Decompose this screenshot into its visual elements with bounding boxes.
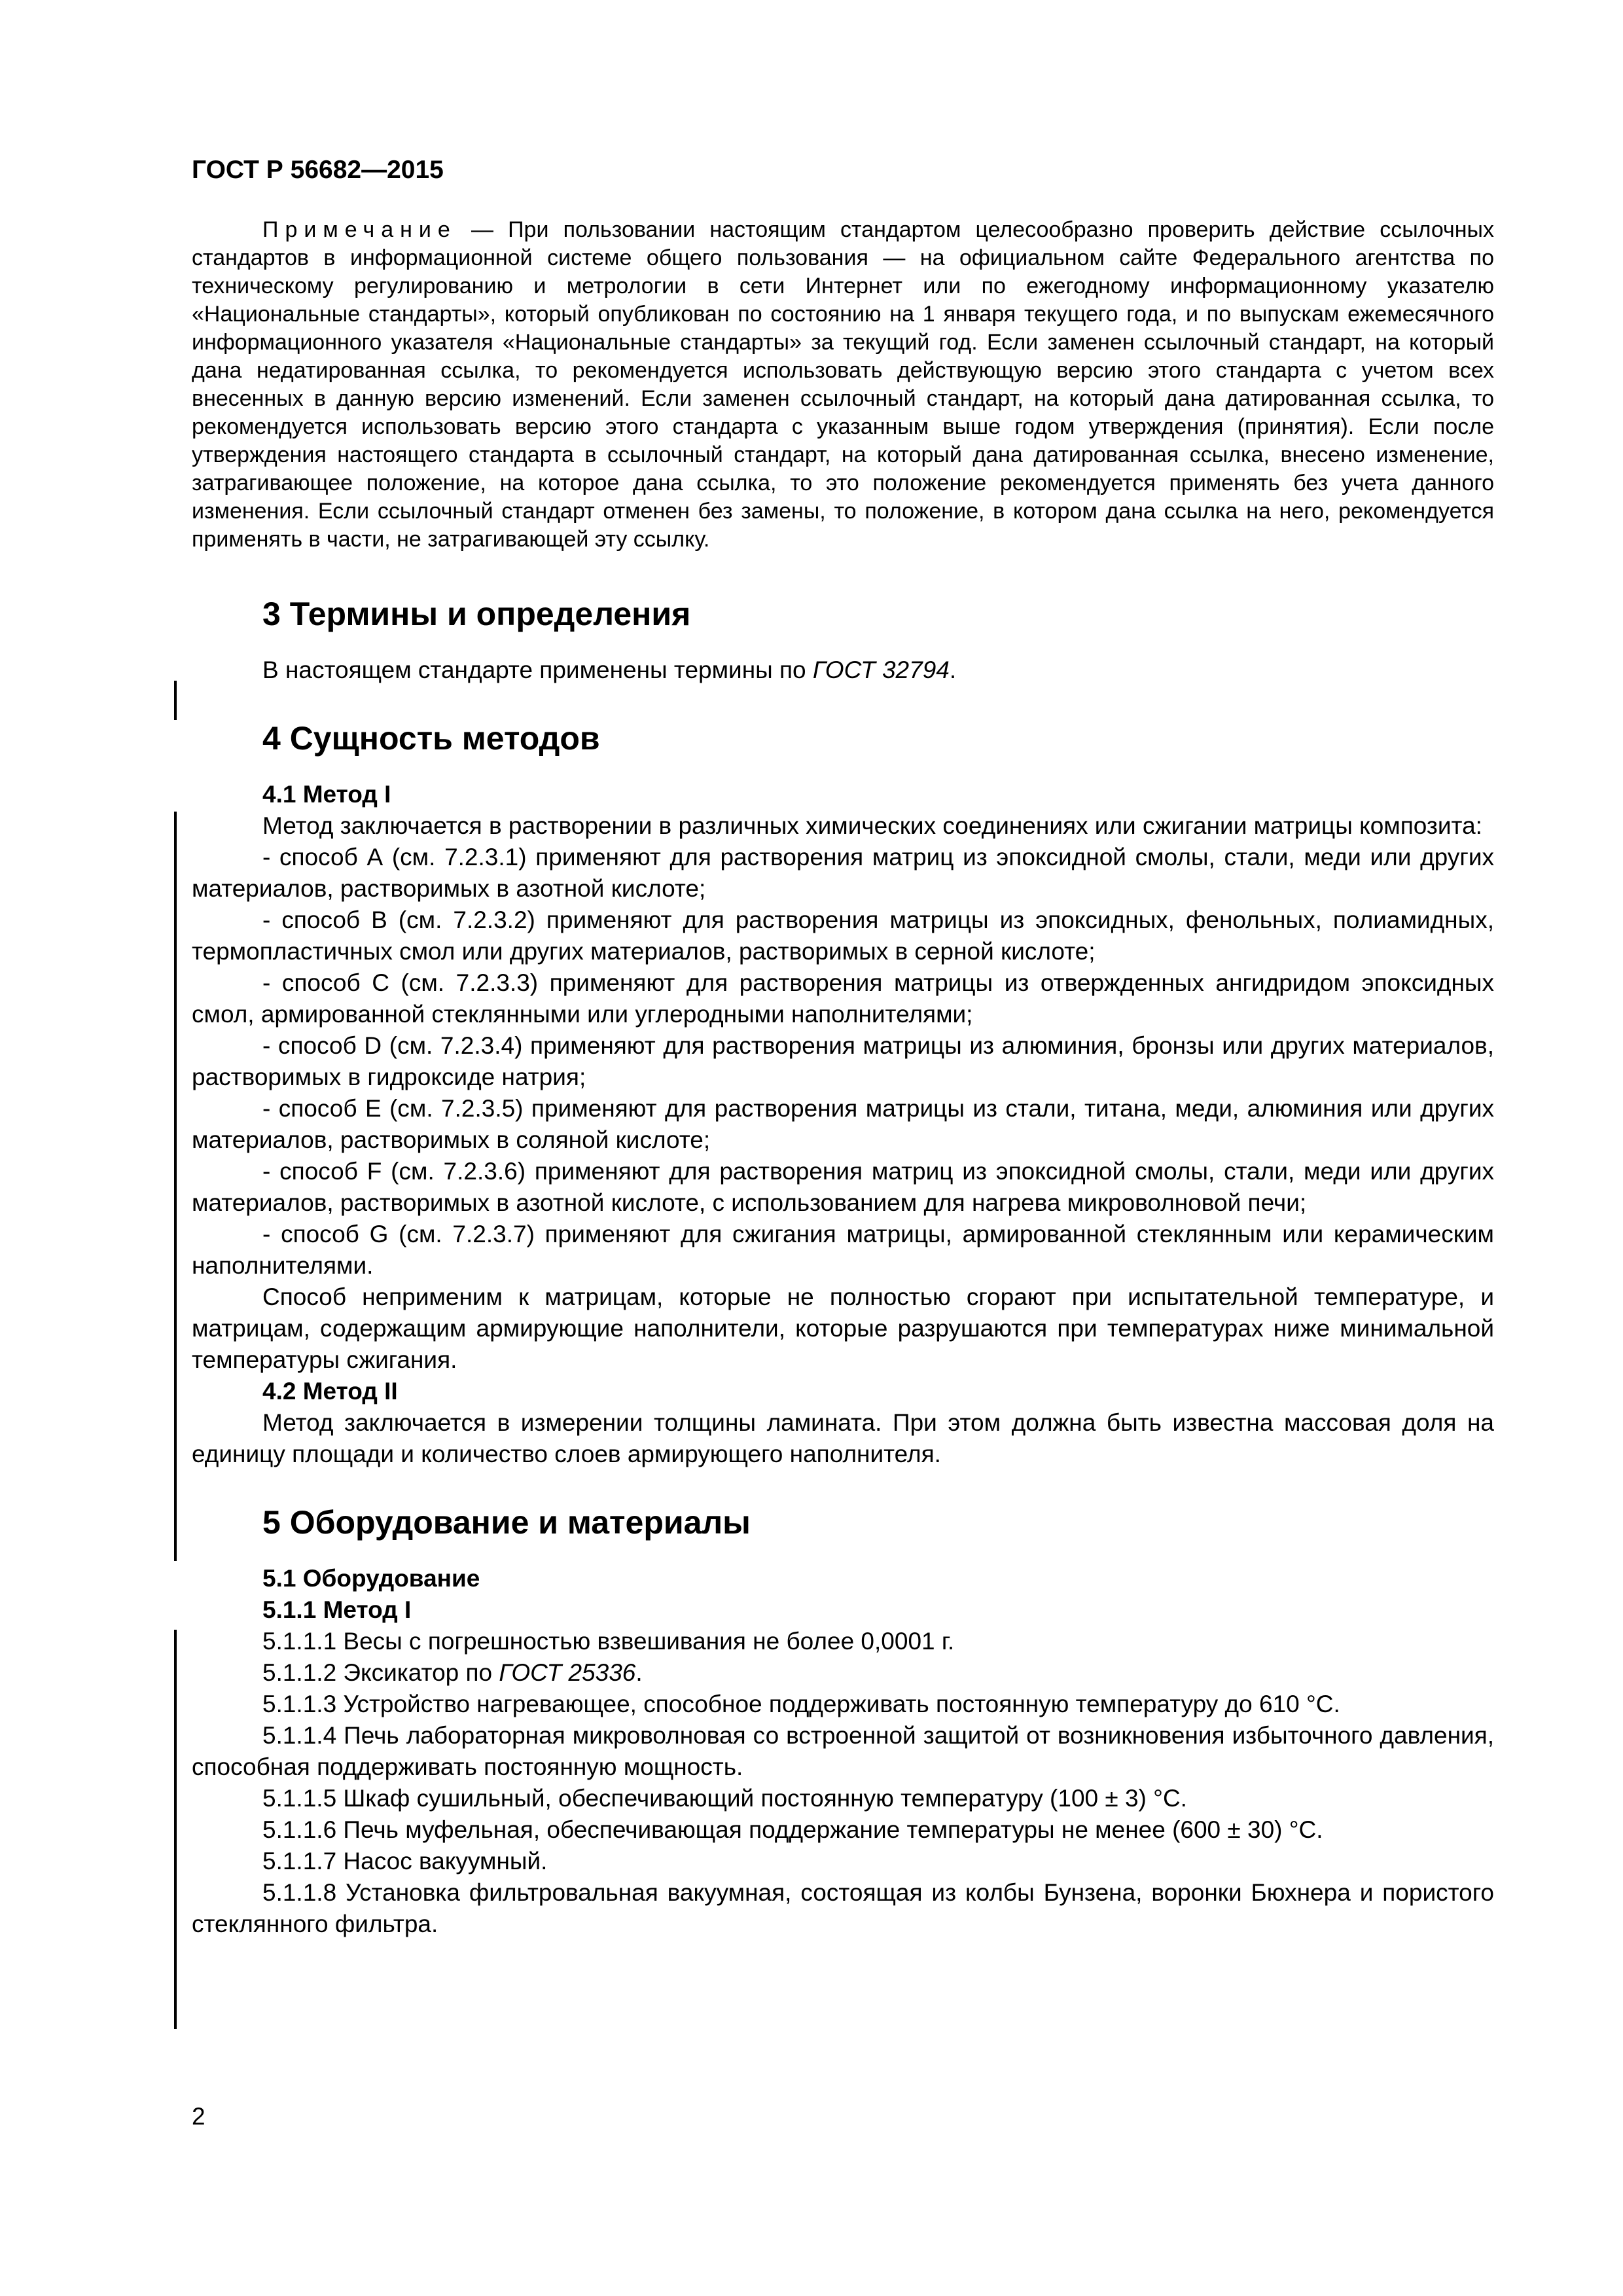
- change-bar: [174, 812, 177, 1561]
- method-1-intro: Метод заключается в растворении в различных химических соединениях или сжигании матрицы композита:: [262, 812, 1482, 839]
- change-bar: [174, 1630, 177, 2029]
- equipment-item: 5.1.1.5 Шкаф сушильный, обеспечивающий постоянную температуру (100 ± 3) °С.: [262, 1785, 1187, 1812]
- method-item: - способ D (см. 7.2.3.4) применяют для растворения матрицы из алюминия, бронзы или других материалов, растворимых в гидроксиде натрия;: [192, 1032, 1494, 1090]
- method-2-text: Метод заключается в измерении толщины ламината. При этом должна быть известна массовая доля на единицу площади и количество слоев армирующего наполнителя.: [192, 1409, 1494, 1467]
- document-number-header: ГОСТ Р 56682—2015: [192, 156, 444, 184]
- method-item: - способ С (см. 7.2.3.3) применяют для растворения матрицы из отвержденных ангидридом эпоксидных смол, армированной стеклянными или углеродными наполнителями;: [192, 969, 1494, 1028]
- method-item: - способ А (см. 7.2.3.1) применяют для растворения матриц из эпоксидной смолы, стали, меди или других материалов, растворимых в азотной кислоте;: [192, 844, 1494, 902]
- method-item: - способ Е (см. 7.2.3.5) применяют для растворения матрицы из стали, титана, меди, алюминия или других материалов, растворимых в соляной кислоте;: [192, 1095, 1494, 1153]
- standard-reference: ГОСТ 32794: [812, 656, 950, 683]
- document-body: [192, 216, 1494, 1940]
- section-5-title: 5 Оборудование и материалы: [262, 1504, 751, 1541]
- section-3-title: 3 Термины и определения: [262, 596, 691, 632]
- method-item: - способ В (см. 7.2.3.2) применяют для растворения матрицы из эпоксидных, фенольных, полиамидных, термопластичных смол или других материалов, растворимых в серной кислоте;: [192, 906, 1494, 965]
- equipment-item: 5.1.1.7 Насос вакуумный.: [262, 1848, 548, 1874]
- reference-note: [192, 216, 1494, 554]
- note-label: Примечание: [262, 217, 457, 242]
- page-number: 2: [192, 2103, 205, 2130]
- note-text: — При пользовании настоящим стандартом целесообразно проверить действие ссылочных стандартов в информационной системе общего пользования — на официальном сайте Федерального агентства по техническому регулированию и метрологии в сети Интернет или по ежегодному информационному указателю «Национальные стандарты», который опубликован по состоянию на 1 января текущего года, и по выпускам ежемесячного информационного указателя «Национальные стандарты» за текущий год. Если заменен ссылочный стандарт, на который дана недатированная ссылка, то рекомендуется использовать действующую версию этого стандарта с учетом всех внесенных в данную версию изменений. Если заменен ссылочный стандарт, на который дана датированная ссылка, то рекомендуется использовать версию этого стандарта с указанным выше годом утверждения (принятия). Если после утверждения настоящего стандарта в ссылочный стандарт, на который дана датированная ссылка, внесено изменение, затрагивающее положение, на которое дана ссылка, то это положение рекомендуется применять без учета данного изменения. Если ссылочный стандарт отменен без замены, то положение, в котором дана ссылка на него, рекомендуется применять в части, не затрагивающей эту ссылку.: [192, 217, 1494, 552]
- section-4-title: 4 Сущность методов: [262, 720, 600, 757]
- equipment-item: 5.1.1.8 Установка фильтровальная вакуумная, состоящая из колбы Бунзена, воронки Бюхнера и пористого стеклянного фильтра.: [192, 1879, 1494, 1937]
- method-item: - способ F (см. 7.2.3.6) применяют для растворения матриц из эпоксидной смолы, стали, меди или других материалов, растворимых в азотной кислоте, с использованием для нагрева микроволновой печи;: [192, 1158, 1494, 1216]
- method-1-title: 4.1 Метод I: [262, 781, 391, 808]
- method-item: - способ G (см. 7.2.3.7) применяют для сжигания матрицы, армированной стеклянным или керамическим наполнителями.: [192, 1221, 1494, 1279]
- change-bar: [174, 681, 177, 720]
- section-3-text: В настоящем стандарте применены термины по ГОСТ 32794.: [262, 656, 957, 683]
- equipment-item: 5.1.1.4 Печь лабораторная микроволновая со встроенной защитой от возникновения избыточного давления, способная поддерживать постоянную мощность.: [192, 1722, 1494, 1780]
- subsection-5-1-1-title: 5.1.1 Метод I: [262, 1596, 412, 1623]
- equipment-item: 5.1.1.1 Весы с погрешностью взвешивания не более 0,0001 г.: [262, 1628, 955, 1655]
- method-1-note: Способ неприменим к матрицам, которые не полностью сгорают при испытательной температуре, и матрицам, содержащим армирующие наполнители, которые разрушаются при температурах ниже минимальной температуры сжигания.: [192, 1283, 1494, 1373]
- standard-reference: ГОСТ 25336: [499, 1659, 636, 1686]
- equipment-item: 5.1.1.3 Устройство нагревающее, способное поддерживать постоянную температуру до 610 °С.: [262, 1691, 1340, 1717]
- equipment-item: 5.1.1.6 Печь муфельная, обеспечивающая поддержание температуры не менее (600 ± 30) °С.: [262, 1816, 1323, 1843]
- subsection-5-1-title: 5.1 Оборудование: [262, 1565, 480, 1592]
- equipment-item: 5.1.1.2 Эксикатор по ГОСТ 25336.: [262, 1659, 643, 1686]
- method-2-title: 4.2 Метод II: [262, 1378, 398, 1405]
